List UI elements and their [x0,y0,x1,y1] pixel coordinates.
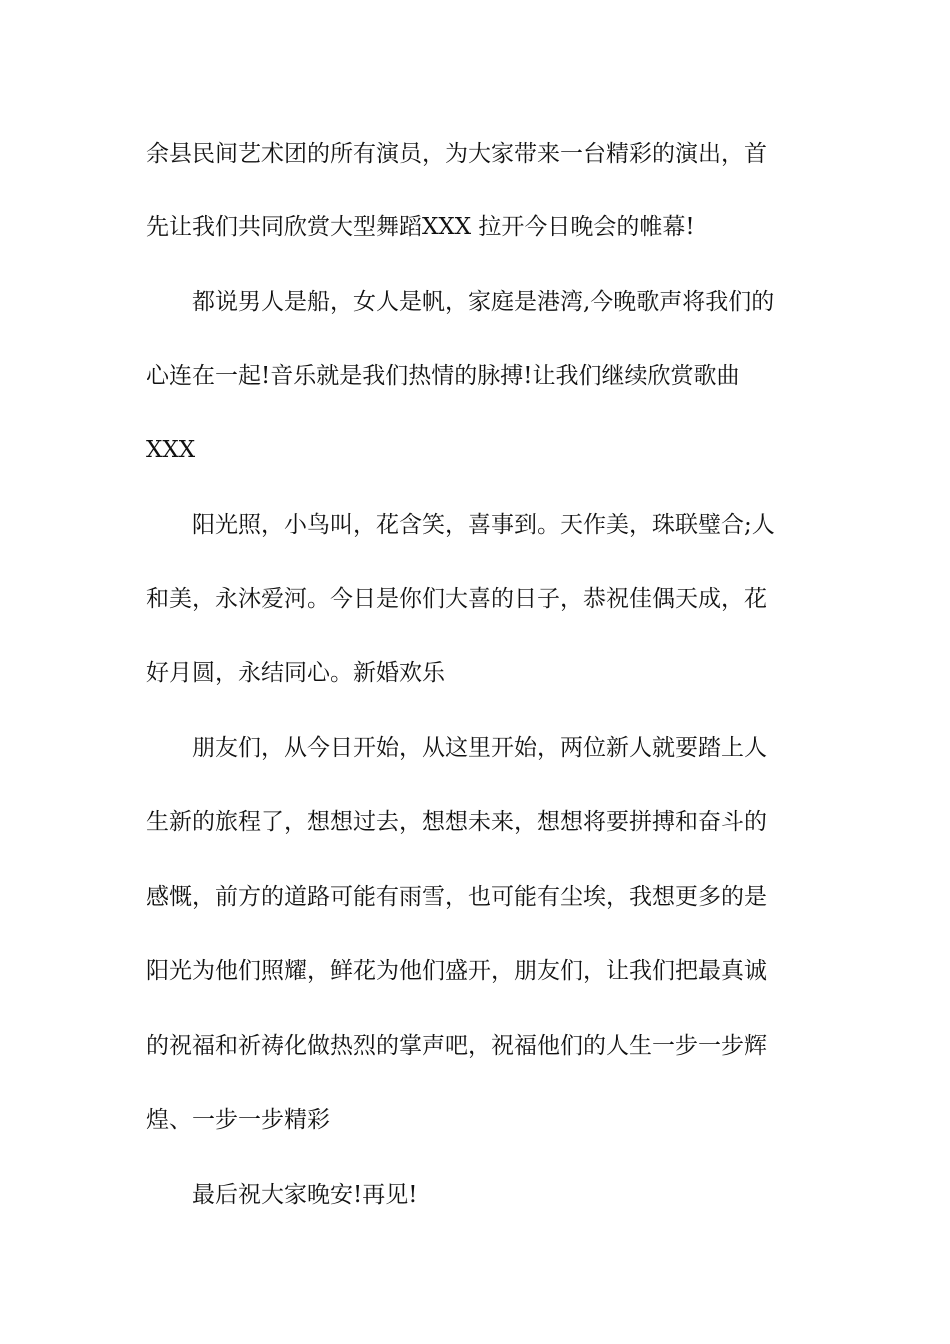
text-line: 余县民间艺术团的所有演员，为大家带来一台精彩的演出，首 [146,141,767,167]
paragraph-start-line: 朋友们，从今日开始，从这里开始，两位新人就要踏上人 [192,735,767,761]
text-line: 的祝福和祈祷化做热烈的掌声吧，祝福他们的人生一步一步辉 [146,1033,767,1059]
text-line: 感慨，前方的道路可能有雨雪，也可能有尘埃，我想更多的是 [146,884,767,910]
text-line: 阳光为他们照耀，鲜花为他们盛开，朋友们，让我们把最真诚 [146,958,767,984]
text-line: 好月圆，永结同心。新婚欢乐 [146,660,445,686]
text-line: 心连在一起!音乐就是我们热情的脉搏!让我们继续欣赏歌曲 [146,363,740,389]
text-line: XXX [146,437,196,463]
text-line: 生新的旅程了，想想过去，想想未来，想想将要拼搏和奋斗的 [146,809,767,835]
paragraph-start-line: 最后祝大家晚安!再见! [192,1182,418,1208]
paragraph-start-line: 阳光照，小鸟叫，花含笑，喜事到。天作美，珠联璧合;人 [192,512,775,538]
text-line: 和美，永沐爱河。今日是你们大喜的日子，恭祝佳偶天成，花 [146,586,767,612]
paragraph-start-line: 都说男人是船，女人是帆，家庭是港湾,今晚歌声将我们的 [192,289,775,315]
text-line: 煌、一步一步精彩 [146,1107,330,1133]
text-line: 先让我们共同欣赏大型舞蹈XXX 拉开今日晚会的帷幕! [146,214,695,240]
